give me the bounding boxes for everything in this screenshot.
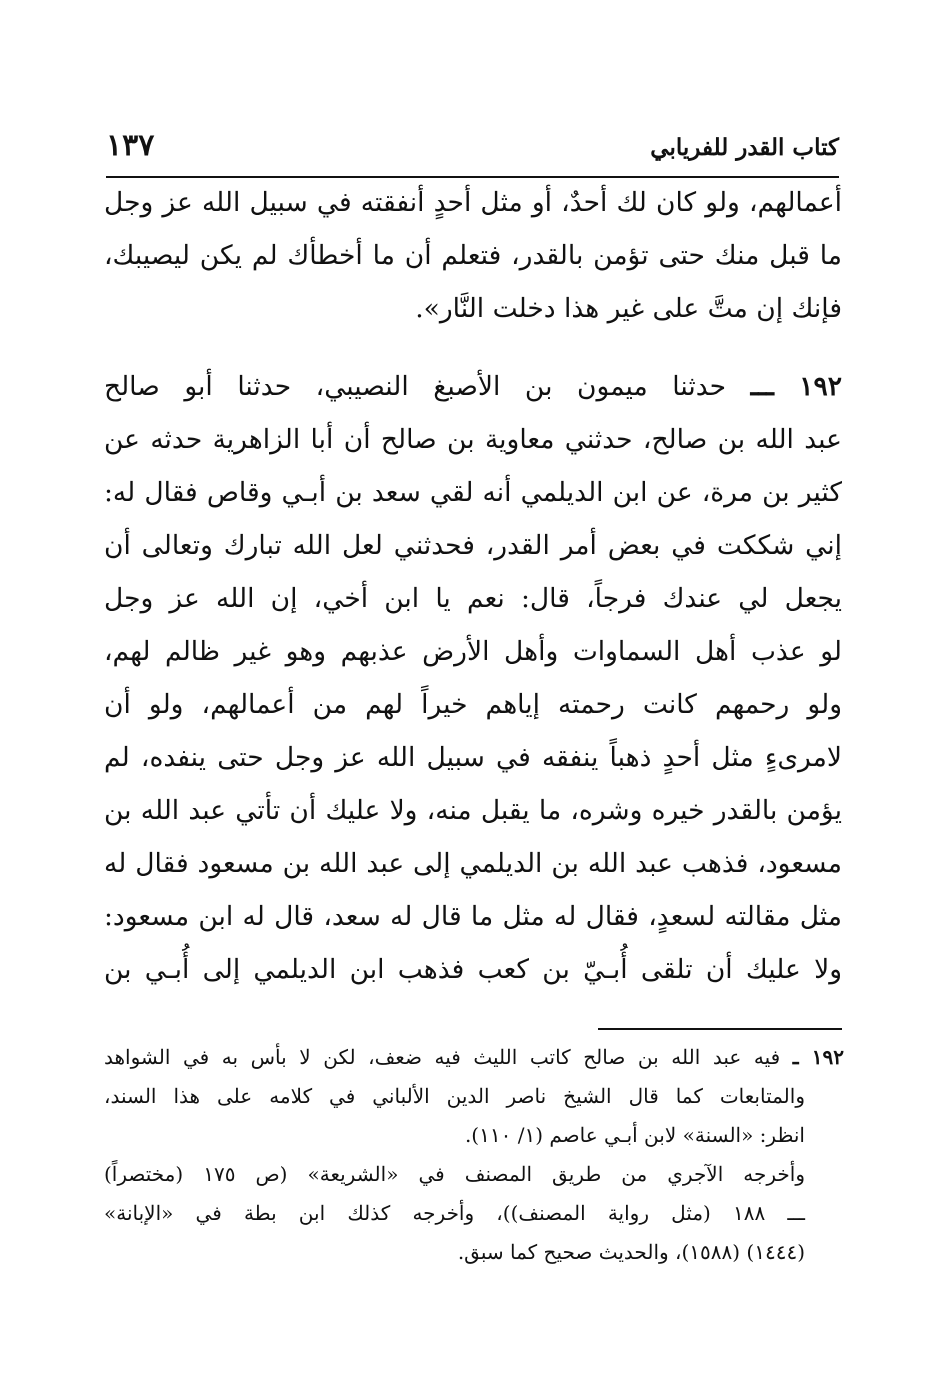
footnote-separator — [598, 1028, 842, 1030]
text-line: ولو رحمهم كانت رحمته إياهم خيراً لهم من أعمالهم، ولو أن — [104, 689, 842, 720]
text-line: مسعود، فذهب عبد الله بن الديلمي إلى عبد الله بن مسعود فقال له — [104, 848, 842, 879]
text-line: يجعل لي عندك فرجاً، قال: نعم يا ابن أخي، إن الله عز وجل — [104, 583, 842, 614]
footnotes — [104, 1038, 844, 1272]
page-header — [106, 128, 839, 176]
text-line: يؤمن بالقدر خيره وشره، ما يقبل منه، ولا عليك أن تأتي عبد الله بن — [104, 795, 842, 826]
text-line: ما قبل منك حتى تؤمن بالقدر، فتعلم أن ما أخطأك لم يكن ليصيبك، — [104, 240, 842, 271]
text-line: إني شككت في بعض أمر القدر، فحدثني لعل الله تبارك وتعالى أن — [104, 530, 842, 561]
footnote-line: (١٤٤٤) (١٥٨٨)، والحديث صحيح كما سبق. — [457, 1240, 805, 1264]
text-line: أعمالهم، ولو كان لك أحدٌ، أو مثل أحدٍ أنفقته في سبيل الله عز وجل — [104, 187, 842, 218]
hadith-first-line-text: حدثنا ميمون بن الأصبغ النصيبي، حدثنا أبو صالح — [104, 371, 727, 402]
text-line: ولا عليك أن تلقى أُبـيّ بن كعب فذهب ابن الديلمي إلى أُبـي بن — [104, 954, 842, 985]
text-line: فإنك إن متَّ على غير هذا دخلت النَّار». — [415, 293, 842, 324]
text-line: عبد الله بن صالح، حدثني معاوية بن صالح أن أبا الزاهرية حدثه عن — [104, 424, 842, 455]
text-line: مثل مقالته لسعدٍ، فقال له مثل ما قال له سعد، قال له ابن مسعود: — [104, 901, 842, 932]
continuation-paragraph — [104, 176, 842, 335]
text-line: لامرىءٍ مثل أحدٍ ذهباً ينفقه في سبيل الله عز وجل حتى ينفده، لم — [104, 742, 842, 773]
text-line: لو عذب أهل السماوات وأهل الأرض عذبهم وهو غير ظالم لهم، — [104, 636, 842, 667]
hadith-number: ١٩٢ ـــ — [750, 371, 842, 402]
text-line: كثير بن مرة، عن ابن الديلمي أنه لقي سعد بن أبـي وقاص فقال له: — [104, 477, 842, 508]
footnote-first-line — [104, 1038, 844, 1077]
footnote-line: ـــ ١٨٨ (مثل رواية المصنف))، وأخرجه كذلك ابن بطة في «الإبانة» — [104, 1201, 805, 1225]
footnote-line: والمتابعات كما قال الشيخ ناصر الدين الألباني في كلامه على هذا السند، — [104, 1084, 805, 1108]
page-number: ١٣٧ — [106, 128, 155, 163]
hadith-paragraph — [104, 360, 842, 996]
running-title: كتاب القدر للفريابي — [650, 134, 839, 161]
hadith-first-line — [104, 360, 842, 413]
footnote-line: وأخرجه الآجري من طريق المصنف في «الشريعة» (ص ١٧٥ (مختصراً) — [104, 1162, 805, 1186]
footnote-number: ١٩٢ ـ — [792, 1045, 844, 1069]
footnote-first-line-text: فيه عبد الله بن صالح كاتب الليث فيه ضعف، لكن لا بأس به في الشواهد — [104, 1045, 781, 1069]
footnote-line: انظر: «السنة» لابن أبـي عاصم (١/ ١١٠). — [464, 1123, 805, 1147]
